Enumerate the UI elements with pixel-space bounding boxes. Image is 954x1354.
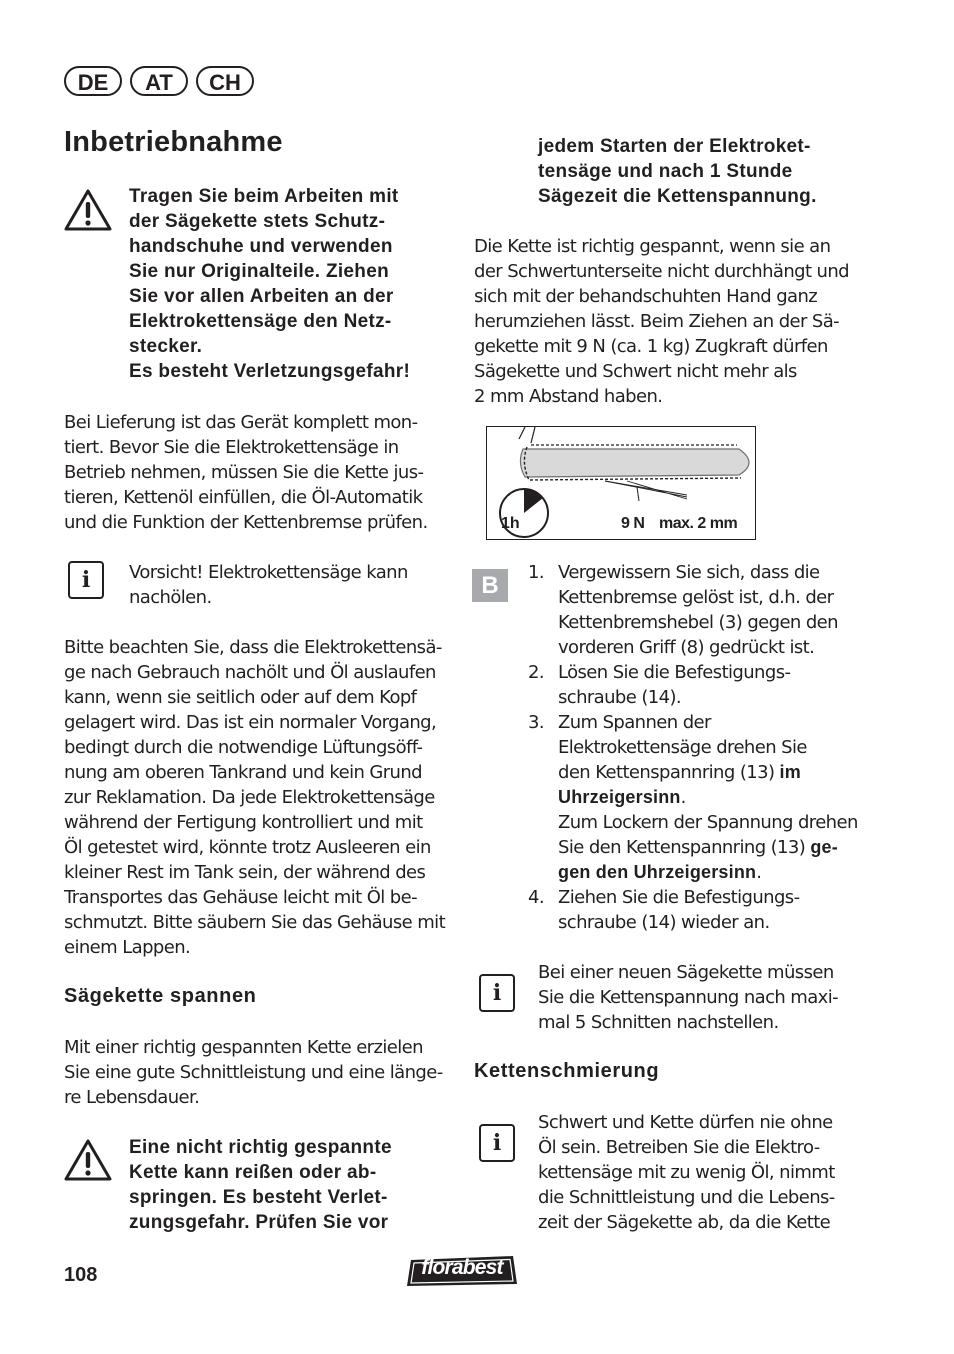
country-badge-at: AT [130,66,188,96]
paragraph-correct-tension: Die Kette ist richtig gespannt, wenn sie an der Schwertunterseite nicht durchhängt und sich mit der behandschuhten Hand ganz herumziehen lässt. Beim Ziehen an der Sä- gekette mit 9 N (ca. 1 kg) Zugkraft dürfen Sägekette und Schwert nicht mehr als 2 mm Abstand haben. [474,236,849,407]
info-text-3: Schwert und Kette dürfen nie ohne Öl sein. Betreiben Sie die Elektro- kettensäge mit zu wenig Öl, nimmt die Schnittleistung und die Lebens- zeit der Sägekette ab, da die Kette [538,1112,835,1233]
info-text-1: Vorsicht! Elektrokettensäge kann nachölen. [129,562,408,608]
info-icon: i [68,561,104,599]
steps-list [522,560,862,935]
warning-text-2-continued: jedem Starten der Elektroket- tensäge und nach 1 Stunde Sägezeit die Kettenspannung. [538,136,817,207]
list-item: 1. Vergewissern Sie sich, dass die Kettenbremse gelöst ist, d.h. der Kettenbremshebel (3) gegen den vorderen Griff (8) gedrückt ist. [528,562,838,658]
paragraph-delivery: Bei Lieferung ist das Gerät komplett mon- tiert. Bevor Sie die Elektrokettensäge in Betrieb nehmen, müssen Sie die Kette jus- tieren, Kettenöl einfüllen, die Öl-Automatik und die Funktion der Kettenbremse prüfen. [64,412,428,533]
country-badge-de: DE [64,66,122,96]
paragraph-chain-tension: Mit einer richtig gespannten Kette erzielen Sie eine gute Schnittleistung und eine länge- re Lebensdauer. [64,1037,443,1108]
warning-icon [64,188,112,232]
figure-force-label: 9 N [621,515,645,532]
info-icon: i [479,974,515,1012]
florabest-logo: florabest [405,1250,519,1290]
info-text-2: Bei einer neuen Sägekette müssen Sie die Kettenspannung nach maxi- mal 5 Schnitten nachstellen. [538,962,839,1033]
figure-time-label: 1h [501,515,520,532]
section-heading-lubrication: Kettenschmierung [474,1060,660,1082]
page-title: Inbetriebnahme [64,126,283,158]
warning-icon [64,1138,112,1182]
country-badge-ch: CH [196,66,254,96]
list-item: 4. Ziehen Sie die Befestigungs- schraube (14) wieder an. [528,887,800,933]
warning-text-1: Tragen Sie beim Arbeiten mit der Sägekette stets Schutz- handschuhe und verwenden Sie nur Originalteile. Ziehen Sie vor allen Arbeiten an der Elektrokettensäge den Netz- stecker. Es besteht Verletzungsgefahr! [129,186,411,382]
chain-tension-figure [486,426,756,540]
figure-gap-label: max. 2 mm [659,515,738,532]
warning-text-2: Eine nicht richtig gespannte Kette kann reißen oder ab- springen. Es besteht Verlet- zungsgefahr. Prüfen Sie vor [129,1137,392,1233]
info-icon: i [479,1124,515,1162]
page-number: 108 [64,1264,98,1286]
section-heading-chain-tension: Sägekette spannen [64,985,257,1007]
list-item: 3. Zum Spannen der Elektrokettensäge drehen Sie den Kettenspannring (13) im Uhrzeigersinn. Zum Lockern der Spannung drehen Sie den Kettenspannring (13) ge- gen den Uhrzeigersinn. [528,712,858,883]
figure-reference-badge: B [472,569,508,602]
paragraph-oil: Bitte beachten Sie, dass die Elektrokettensä- ge nach Gebrauch nachölt und Öl auslaufen kann, wenn sie seitlich oder auf dem Kopf gelagert wird. Das ist ein normaler Vorgang, bedingt durch die notwendige Lüftungsöff- nung am oberen Tankrand und kein Grund zur Reklamation. Da jede Elektrokettensäge während der Fertigung kontrolliert und mit Öl getestet wird, könnte trotz Ausleeren ein kleiner Rest im Tank sein, der während des Transportes das Gehäuse leicht mit Öl be- schmutzt. Bitte säubern Sie das Gehäuse mit einem Lappen. [64,637,446,958]
list-item: 2. Lösen Sie die Befestigungs- schraube (14). [528,662,791,708]
